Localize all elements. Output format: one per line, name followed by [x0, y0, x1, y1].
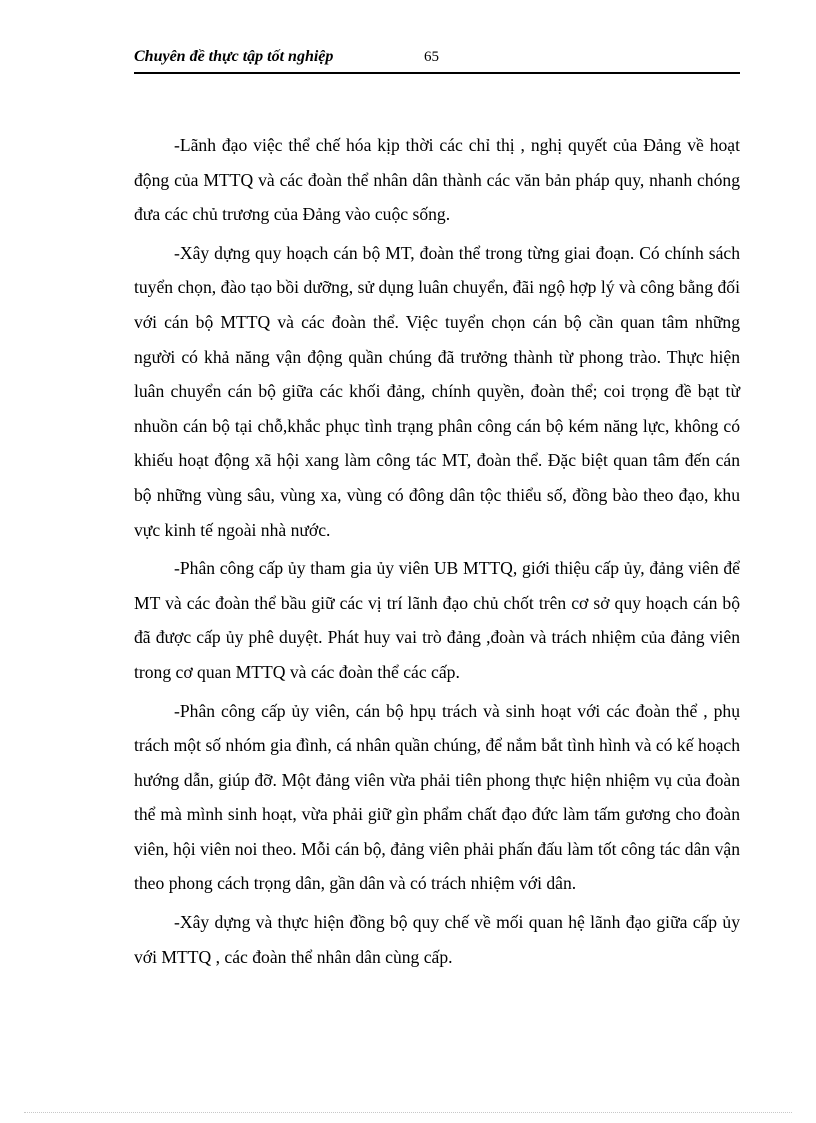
paragraph-4: -Phân công cấp ủy viên, cán bộ hpụ trách và sinh hoạt với các đoàn thể , phụ trách một số nhóm gia đình, cá nhân quần chúng, để nắm bắt tình hình và có kế hoạch hướng dẫn, giúp đỡ. Một đảng viên vừa phải tiên phong thực hiện nhiệm vụ của đoàn thể mà mình sinh hoạt, vừa phải giữ gìn phẩm chất đạo đức làm tấm gương cho đoàn viên, hội viên noi theo. Mỗi cán bộ, đảng viên phải phấn đấu làm tốt công tác dân vận theo phong cách trọng dân, gần dân và có trách nhiệm với dân. [134, 700, 740, 894]
page-bottom-border [24, 1112, 792, 1113]
page-number: 65 [424, 49, 439, 65]
document-body [134, 128, 740, 978]
document-title: Chuyên đề thực tập tốt nghiệp [134, 48, 334, 65]
paragraph-1: -Lãnh đạo việc thể chế hóa kịp thời các chỉ thị , nghị quyết của Đảng về hoạt động của MTTQ và các đoàn thể nhân dân thành các văn bản pháp quy, nhanh chóng đưa các chủ trương của Đảng vào cuộc sống. [134, 135, 740, 225]
paragraph-3: -Phân công cấp ủy tham gia ủy viên UB MTTQ, giới thiệu cấp ủy, đảng viên để MT và các đoàn thể bầu giữ các vị trí lãnh đạo chủ chốt trên cơ sở quy hoạch cán bộ đã được cấp ủy phê duyệt. Phát huy vai trò đảng ,đoàn và trách nhiệm của đảng viên trong cơ quan MTTQ và các đoàn thể các cấp. [134, 558, 740, 682]
paragraph-2: -Xây dựng quy hoạch cán bộ MT, đoàn thể trong từng giai đoạn. Có chính sách tuyển chọn, đào tạo bồi dưỡng, sử dụng luân chuyển, đãi ngộ hợp lý và công bằng đối với cán bộ MTTQ và các đoàn thể. Việc tuyển chọn cán bộ cần quan tâm những người có khả năng vận động quần chúng đã trưởng thành từ phong trào. Thực hiện luân chuyển cán bộ giữa các khối đảng, chính quyền, đoàn thể; coi trọng đề bạt từ nhuồn cán bộ tại chỗ,khắc phục tình trạng phân công cán bộ kém năng lực, không có khiếu hoạt động xã hội xang làm công tác MT, đoàn thể. Đặc biệt quan tâm đến cán bộ những vùng sâu, vùng xa, vùng có đông dân tộc thiểu số, đồng bào theo đạo, khu vực kinh tế ngoài nhà nước. [134, 242, 740, 540]
page-header [134, 46, 740, 74]
paragraph-5: -Xây dựng và thực hiện đồng bộ quy chế về mối quan hệ lãnh đạo giữa cấp ủy với MTTQ , các đoàn thể nhân dân cùng cấp. [134, 912, 740, 967]
